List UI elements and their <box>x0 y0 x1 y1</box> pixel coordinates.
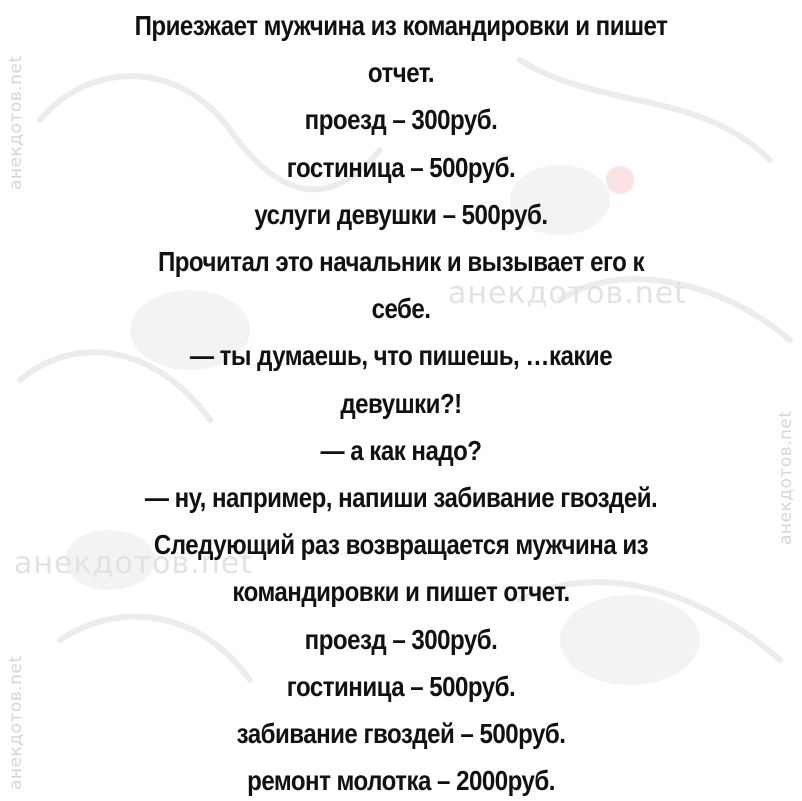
joke-line: — а как надо? <box>320 434 482 466</box>
joke-line: проезд – 300руб. <box>304 623 498 655</box>
joke-line: себе. <box>371 293 431 325</box>
joke-line: услуги девушки – 500руб. <box>254 198 548 230</box>
joke-line: командировки и пишет отчет. <box>232 576 570 608</box>
watermark-vertical-bottom-left: анекдотов.net <box>6 655 26 790</box>
joke-line: проезд – 300руб. <box>304 104 498 136</box>
joke-line: забивание гвоздей – 500руб. <box>236 718 566 750</box>
joke-line: девушки?! <box>340 387 462 419</box>
joke-line: отчет. <box>367 57 435 89</box>
joke-text <box>56 2 746 801</box>
joke-line: гостиница – 500руб. <box>286 151 516 183</box>
joke-line: — ты думаешь, что пишешь, …какие <box>189 340 613 372</box>
joke-line: Прочитал это начальник и вызывает его к <box>157 246 645 278</box>
watermark-horizontal-mid: анекдотов.net <box>448 276 687 311</box>
joke-line: — ну, например, напиши забивание гвоздей. <box>144 482 658 514</box>
joke-line: Следующий раз возвращается мужчина из <box>153 529 649 561</box>
watermark-vertical-top-left: анекдотов.net <box>6 55 26 190</box>
watermark-vertical-mid-right: анекдотов.net <box>776 410 796 545</box>
joke-line: ремонт молотка – 2000руб. <box>247 765 555 797</box>
joke-line: гостиница – 500руб. <box>286 670 516 702</box>
watermark-horizontal-low: анекдотов.net <box>14 546 253 581</box>
joke-line: Приезжает мужчина из командировки и пишет <box>134 10 668 41</box>
